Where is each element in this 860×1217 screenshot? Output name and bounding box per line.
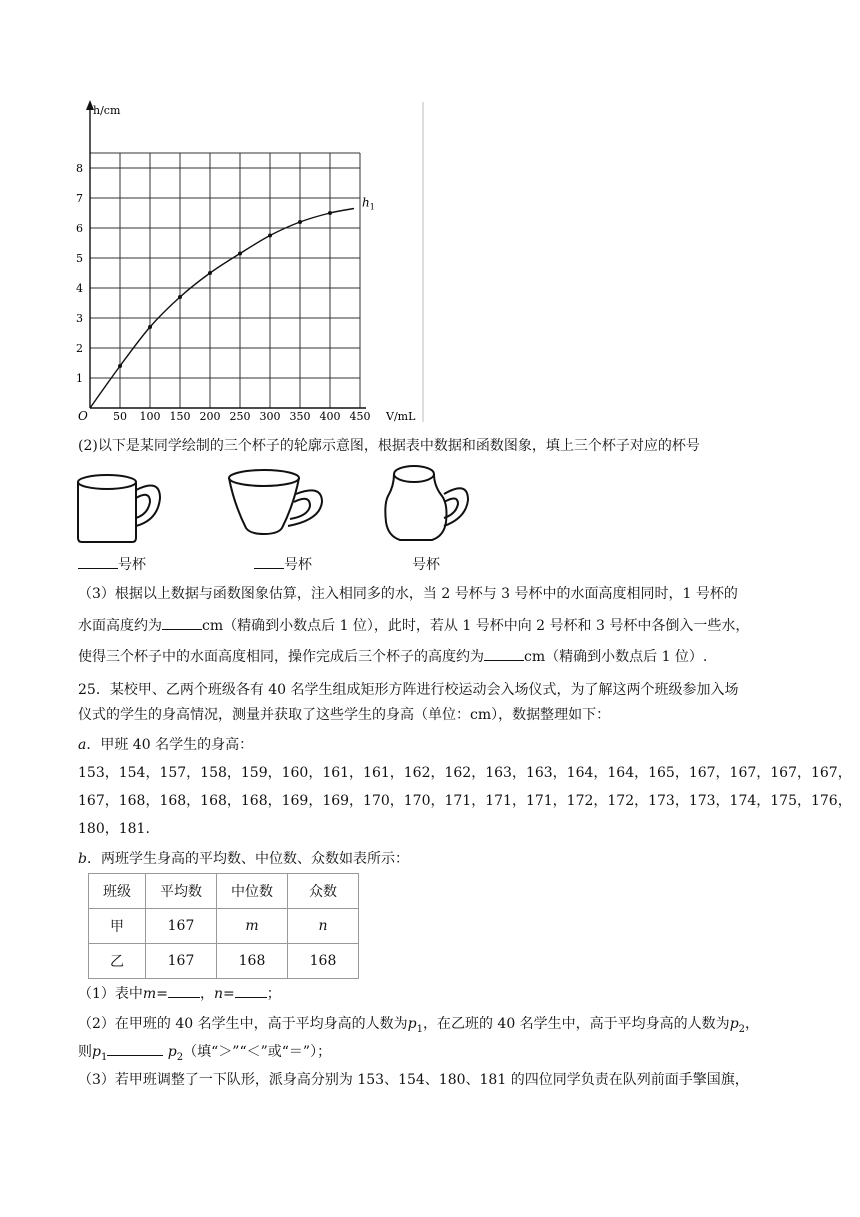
comma: ， [199, 986, 214, 1002]
cup-1-illustration [72, 468, 172, 548]
p-sub-1: 1 [416, 1023, 423, 1035]
q3-line-3-start: 使得三个杯子中的水面高度相同，操作完成后三个杯子的高度约为 [78, 649, 484, 665]
table-cell: 167 [146, 944, 217, 979]
q25-sub-2-line-1 [78, 1014, 759, 1040]
x-tick-label: 400 [319, 410, 341, 423]
q3-blank-1[interactable] [162, 615, 202, 630]
data-point [298, 220, 302, 224]
cup-3-illustration [382, 460, 482, 550]
cup-3-label: 号杯 [412, 557, 440, 573]
x-tick-label: 300 [259, 410, 281, 423]
x-tick-label: 450 [349, 410, 371, 423]
q25-sub-3: （3）若甲班调整了一下队形，派身高分别为 153、154、180、181 的四位同学负责在队列前面手擎国旗， [78, 1072, 749, 1088]
q25-sub-2-line-2 [78, 1041, 331, 1068]
q3-blank-2[interactable] [484, 646, 524, 661]
data-point [148, 325, 152, 329]
equals-sign: = [156, 986, 168, 1002]
table-cell: 168 [288, 944, 359, 979]
table-header-cell: 中位数 [217, 874, 288, 909]
sub-2-start: （2）在甲班的 40 名学生中，高于平均身高的人数为 [78, 1016, 408, 1032]
cup-1-answer [78, 554, 146, 574]
y-tick-label: 3 [76, 312, 83, 325]
p-sub-1: 1 [100, 1051, 108, 1063]
table-header-cell: 班级 [89, 874, 146, 909]
q2-prompt: (2)以下是某同学绘制的三个杯子的轮廓示意图，根据表中数据和函数图象，填上三个杯子对应的杯号 [78, 438, 700, 454]
var-m: m [142, 986, 157, 1002]
q3-line-2 [78, 615, 749, 636]
heights-line-3: 180，181. [78, 821, 150, 837]
var-p: p [167, 1044, 177, 1060]
cup-3-answer [412, 554, 440, 574]
n-blank[interactable] [235, 983, 267, 998]
data-point [208, 271, 212, 275]
var-p: p [407, 1016, 417, 1032]
var-p: p [92, 1044, 101, 1060]
cup-2-illustration [224, 464, 334, 548]
y-tick-label: 2 [76, 342, 83, 355]
q3-line-2-start: 水面高度约为 [78, 618, 162, 634]
equals-sign: = [222, 986, 235, 1002]
x-tick-label: 350 [289, 410, 311, 423]
table-header-cell: 众数 [288, 874, 359, 909]
table-cell: m [217, 909, 288, 944]
m-blank[interactable] [168, 983, 200, 998]
x-tick-label: 200 [199, 410, 221, 423]
p-sub-2: 2 [738, 1023, 746, 1035]
x-tick-label: 50 [113, 410, 127, 423]
chart-grid [90, 153, 360, 408]
q25-part-a [78, 735, 253, 755]
data-point [238, 252, 242, 256]
q3-line-3-end: cm（精确到小数点后 1 位）. [524, 649, 708, 665]
x-tick-label: 250 [229, 410, 251, 423]
p-sub-2: 2 [176, 1051, 184, 1063]
data-point [178, 295, 182, 299]
table-row [89, 909, 359, 944]
cup-2-blank[interactable] [254, 554, 284, 569]
x-axis-label: V/mL [386, 410, 416, 423]
chart-axes [86, 100, 366, 408]
cup-1-label: 号杯 [118, 557, 146, 573]
heights-line-2: 167，168，168，168，168，169，169，170，170，171，171，171，172，172，173，173，174，175，176， [78, 793, 852, 809]
y-tick-label: 1 [76, 372, 83, 385]
y-tick-label: 6 [76, 222, 83, 235]
q25-sub-1 [78, 983, 281, 1004]
part-a-label: a [78, 737, 87, 753]
table-cell: 甲 [89, 909, 146, 944]
heights-line-1: 153，154，157，158，159，160，161，161，162，162，163，163，164，164，165，167，167，167，167， [78, 765, 852, 781]
cup-2-answer [254, 554, 312, 574]
y-axis-label: h/cm [93, 104, 121, 117]
sub-2-hint: （填“＞”“＜”或“＝”）； [183, 1044, 332, 1060]
table-header-row [89, 874, 359, 909]
chart-tick-labels [76, 104, 416, 423]
series-label-h1: $h_1$ [362, 195, 375, 212]
var-n: n [213, 986, 223, 1002]
table-cell: n [288, 909, 359, 944]
part-a-text: ．甲班 40 名学生的身高： [86, 737, 254, 753]
comma: ， [745, 1016, 760, 1032]
x-tick-label: 150 [169, 410, 191, 423]
part-b-label: b [78, 851, 87, 867]
table-cell: 168 [217, 944, 288, 979]
var-p: p [729, 1016, 739, 1032]
q25-line-2: 仪式的学生的身高情况，测量并获取了这些学生的身高（单位：cm），数据整理如下： [78, 707, 611, 723]
x-tick-label: 100 [139, 410, 161, 423]
q3-line-2-end: cm（精确到小数点后 1 位），此时，若从 1 号杯中向 2 号杯和 3 号杯中各倒入一些水， [202, 618, 750, 634]
table-cell: 167 [146, 909, 217, 944]
table-header-cell: 平均数 [146, 874, 217, 909]
q3-line-1: （3）根据以上数据与函数图象估算，注入相同多的水，当 2 号杯与 3 号杯中的水面高度相同时，1 号杯的 [78, 586, 738, 602]
cup-1-blank[interactable] [78, 554, 118, 569]
sub-2-middle: ，在乙班的 40 名学生中，高于平均身高的人数为 [422, 1016, 730, 1032]
stats-table [88, 873, 359, 979]
data-point [328, 211, 332, 215]
q25-part-b [78, 849, 409, 869]
then-label: 则 [78, 1044, 92, 1060]
sub-1-start: （1）表中 [78, 986, 143, 1002]
chart-series [90, 196, 375, 409]
origin-label: O [78, 409, 88, 423]
data-point [118, 364, 122, 368]
data-point [268, 234, 272, 238]
y-tick-label: 8 [76, 162, 83, 175]
y-tick-label: 5 [76, 252, 83, 265]
compare-blank[interactable] [107, 1041, 163, 1056]
q3-line-3 [78, 646, 707, 667]
semicolon: ； [266, 986, 281, 1002]
table-cell: 乙 [89, 944, 146, 979]
q25-line-1: 25．某校甲、乙两个班级各有 40 名学生组成矩形方阵进行校运动会入场仪式，为了解这两个班级参加入场 [78, 682, 739, 698]
cup-2-label: 号杯 [284, 557, 312, 573]
table-row [89, 944, 359, 979]
y-tick-label: 7 [76, 192, 83, 205]
height-volume-chart [70, 96, 430, 426]
y-tick-label: 4 [76, 282, 83, 295]
part-b-text: ．两班学生身高的平均数、中位数、众数如表所示： [86, 851, 409, 867]
